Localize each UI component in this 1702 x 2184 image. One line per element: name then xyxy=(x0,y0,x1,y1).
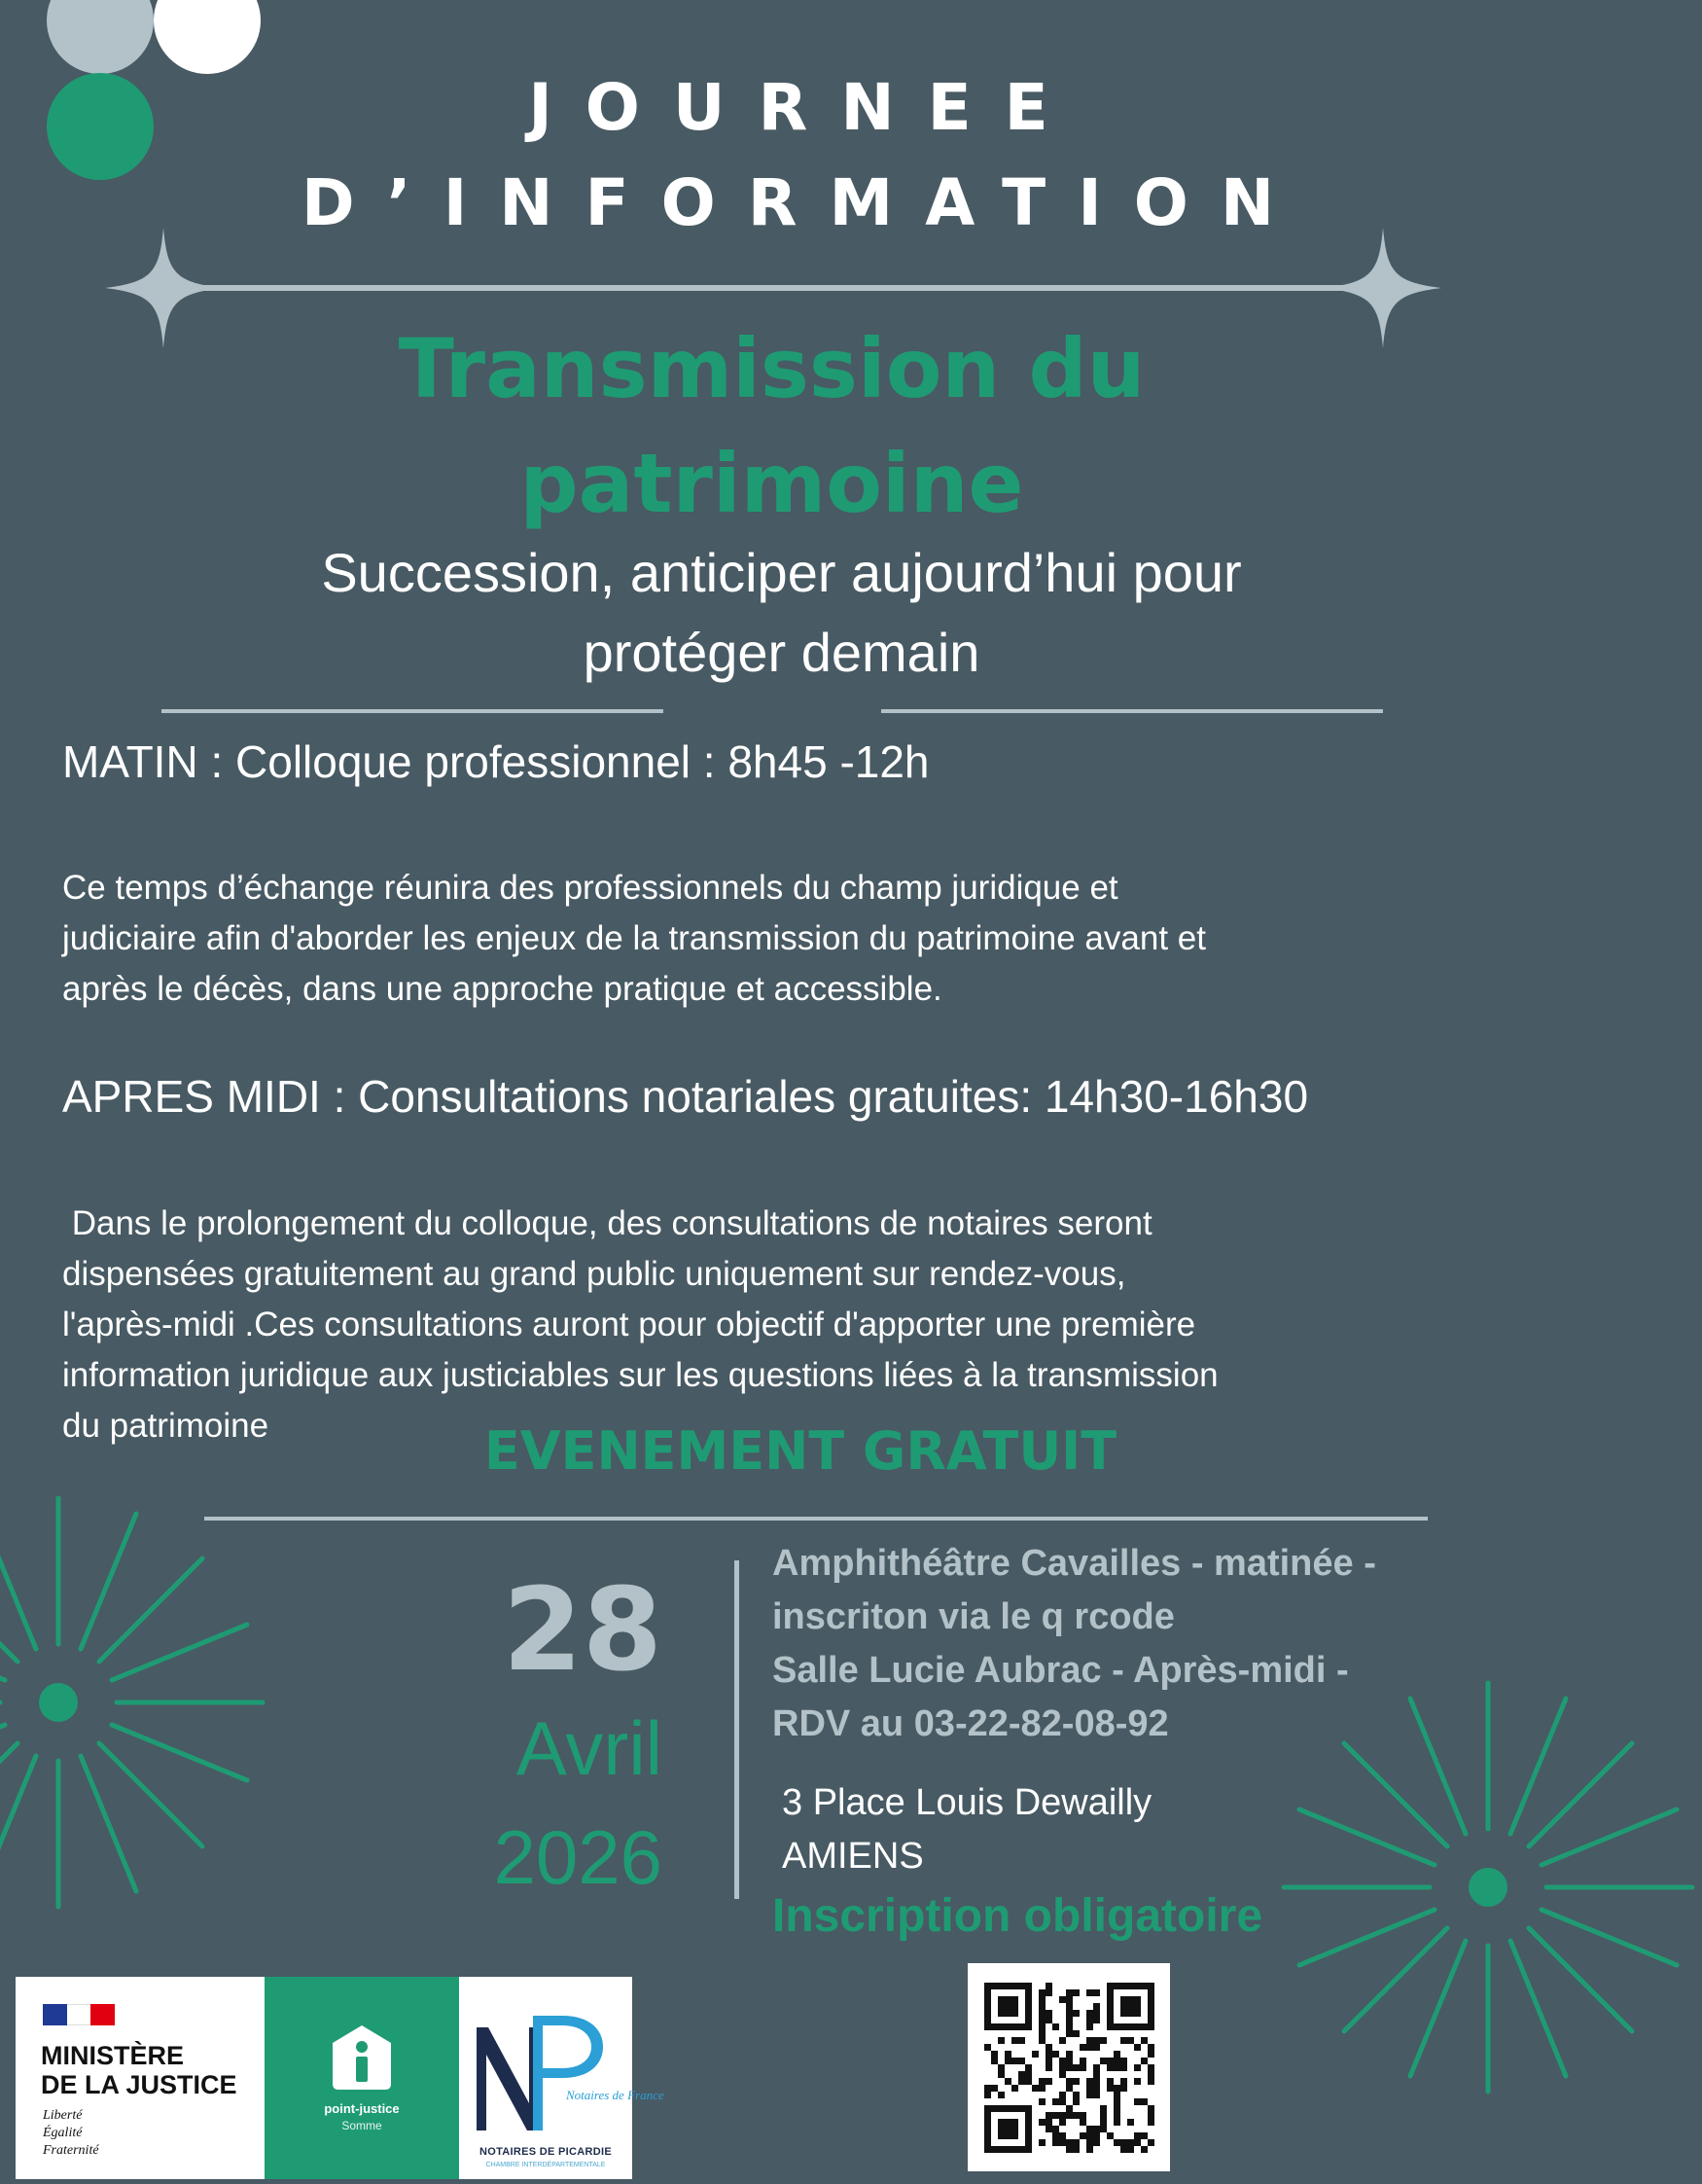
decorative-circle-gray xyxy=(47,0,154,74)
afternoon-heading: APRES MIDI : Consultations notariales gratuites: 14h30-16h30 xyxy=(62,1071,1309,1122)
point-justice-location: Somme xyxy=(341,2119,382,2132)
morning-description xyxy=(62,863,1502,1015)
republic-motto xyxy=(43,2107,99,2160)
venue-line: Salle Lucie Aubrac - Après-midi - xyxy=(772,1650,1349,1691)
venue-line: inscriton via le q rcode xyxy=(772,1596,1175,1637)
partner-logos xyxy=(16,1977,664,2179)
afternoon-description-line: information juridique aux justiciables sur les questions liées à la transmission xyxy=(62,1356,1219,1394)
ministry-name-line-1: MINISTÈRE xyxy=(41,2041,185,2070)
french-flag-icon xyxy=(43,2004,115,2025)
svg-text:Notaires de France: Notaires de France xyxy=(566,2088,664,2102)
address xyxy=(782,1776,1152,1883)
divider-wide xyxy=(204,1517,1428,1521)
np-monogram-icon xyxy=(469,2010,664,2142)
address-line-1: 3 Place Louis Dewailly xyxy=(782,1782,1152,1823)
divider-line xyxy=(163,285,1389,291)
registration-qr-code[interactable] xyxy=(968,1963,1170,2171)
info-house-icon xyxy=(331,2023,393,2092)
subtitle-line-2: protéger demain xyxy=(583,622,980,683)
ministry-name-line-2: DE LA JUSTICE xyxy=(41,2070,237,2099)
afternoon-description xyxy=(62,1199,1502,1451)
event-date-year: 2026 xyxy=(493,1814,662,1900)
morning-heading: MATIN : Colloque professionnel : 8h45 -12h xyxy=(62,736,930,787)
vertical-divider xyxy=(734,1560,739,1899)
afternoon-description-line: l'après-midi .Ces consultations auront pour objectif d'apporter une première xyxy=(62,1306,1196,1343)
event-date-day: 28 xyxy=(502,1562,662,1697)
morning-description-line: Ce temps d’échange réunira des professionnels du champ juridique et xyxy=(62,869,1118,907)
ministry-of-justice-logo xyxy=(16,1977,265,2179)
point-justice-name: point-justice xyxy=(324,2101,400,2116)
main-title-line-2: patrimoine xyxy=(519,436,1024,531)
motto-line: Fraternité xyxy=(43,2143,99,2158)
venue-line: RDV au 03-22-82-08-92 xyxy=(772,1703,1169,1744)
signup-required-label: Inscription obligatoire xyxy=(772,1890,1263,1942)
qr-code-icon[interactable] xyxy=(968,1963,1170,2171)
starburst-icon xyxy=(1274,1673,1702,2101)
notaires-subtitle: CHAMBRE INTERDÉPARTEMENTALE xyxy=(485,2162,606,2168)
afternoon-description-line: dispensées gratuitement au grand public uniquement sur rendez-vous, xyxy=(62,1255,1126,1293)
header-title-line-1: JOURNEE xyxy=(528,70,1081,145)
divider-right xyxy=(881,709,1383,713)
event-date-month: Avril xyxy=(515,1705,662,1791)
ministry-name xyxy=(41,2041,237,2099)
notaires-name: NOTAIRES DE PICARDIE xyxy=(479,2146,612,2158)
notaires-de-picardie-logo xyxy=(459,1977,664,2179)
morning-description-line: après le décès, dans une approche pratique et accessible. xyxy=(62,970,942,1008)
subtitle xyxy=(0,533,1563,693)
decorative-circle-white xyxy=(154,0,261,74)
venue-line: Amphithéâtre Cavailles - matinée - xyxy=(772,1543,1376,1584)
header-title-line-2: D’INFORMATION xyxy=(301,165,1307,240)
point-justice-logo xyxy=(265,1977,459,2179)
motto-line: Égalité xyxy=(43,2126,83,2140)
morning-description-line: judiciaire afin d'aborder les enjeux de la transmission du patrimoine avant et xyxy=(62,919,1206,957)
free-event-label: EVENEMENT GRATUIT xyxy=(483,1420,1117,1482)
divider-left xyxy=(161,709,663,713)
starburst-icon xyxy=(0,1488,272,1916)
main-title-line-1: Transmission du xyxy=(398,321,1146,416)
address-line-2: AMIENS xyxy=(782,1836,924,1877)
subtitle-line-1: Succession, anticiper aujourd’hui pour xyxy=(321,542,1242,603)
main-title xyxy=(0,311,1543,541)
motto-line: Liberté xyxy=(43,2108,83,2123)
afternoon-description-line: du patrimoine xyxy=(62,1407,269,1445)
afternoon-description-line: Dans le prolongement du colloque, des consultations de notaires seront xyxy=(62,1204,1152,1242)
